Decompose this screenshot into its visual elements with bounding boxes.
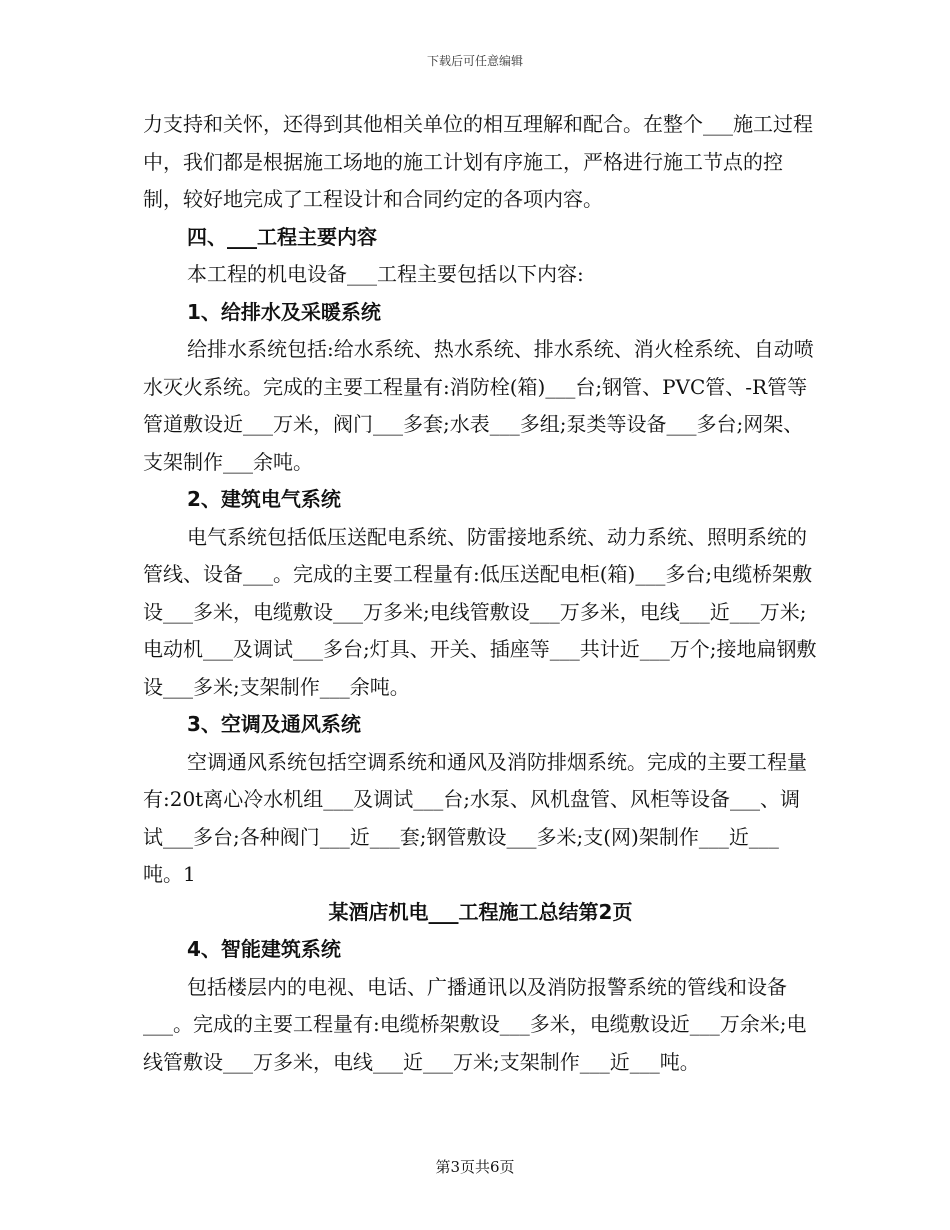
page-footer: 第3页共6页 [435,1158,515,1176]
document-body [143,106,818,1081]
subsection-heading-1: 1、给排水及采暖系统 [187,299,381,324]
paragraph-intro: 本工程的机电设备___工程主要包括以下内容: [187,262,584,286]
paragraph-continuation: 力支持和关怀，还得到其他相关单位的相互理解和配合。在整个___施工过程中，我们都是根据施工场地的施工计划有序施工，严格进行施工节点的控制，较好地完成了工程设计和合同约定的各项内容。 [143,112,813,211]
subsection-heading-3: 3、空调及通风系统 [187,712,361,736]
paragraph-electrical: 电气系统包括低压送配电系统、防雷接地系统、动力系统、照明系统的管线、设备___。完成的主要工程量有:低压送配电柜(箱)___多台;电缆桥架敷设___多米，电缆敷设___万多米;电线管敷设___万多米，电线___近___万米;电动机___及调试___多台;灯具、开关、插座等___共计近___万个;接地扁钢敷设___多米;支架制作___余吨。 [143,524,817,699]
paragraph-hvac: 空调通风系统包括空调系统和通风及消防排烟系统。完成的主要工程量有:20t离心冷水机组___及调试___台;水泵、风机盘管、风柜等设备___、调试___多台;各种阀门___近___套;钢管敷设___多米;支(网)架制作___近___吨。1 [143,749,807,886]
page-header: 下载后可任意编辑 [426,54,523,68]
paragraph-plumbing: 给排水系统包括:给水系统、热水系统、排水系统、消火栓系统、自动喷水灭火系统。完成的主要工程量有:消防栓(箱)___台;钢管、PVC管、-R管等管道敷设近___万米，阀门___多套;水表___多组;泵类等设备___多台;网架、支架制作___余吨。 [143,337,814,474]
paragraph-intelligent-building: 包括楼层内的电视、电话、广播通讯以及消防报警系统的管线和设备___。完成的主要工程量有:电缆桥架敷设___多米，电缆敷设近___万余米;电线管敷设___万多米，电线___近___万米;支架制作___近___吨。 [143,974,807,1074]
document-title-repeat: 某酒店机电___工程施工总结第2页 [328,899,633,924]
subsection-heading-4: 4、智能建筑系统 [187,937,341,961]
section-heading-4: 四、___工程主要内容 [187,224,377,249]
subsection-heading-2: 2、建筑电气系统 [187,487,341,511]
